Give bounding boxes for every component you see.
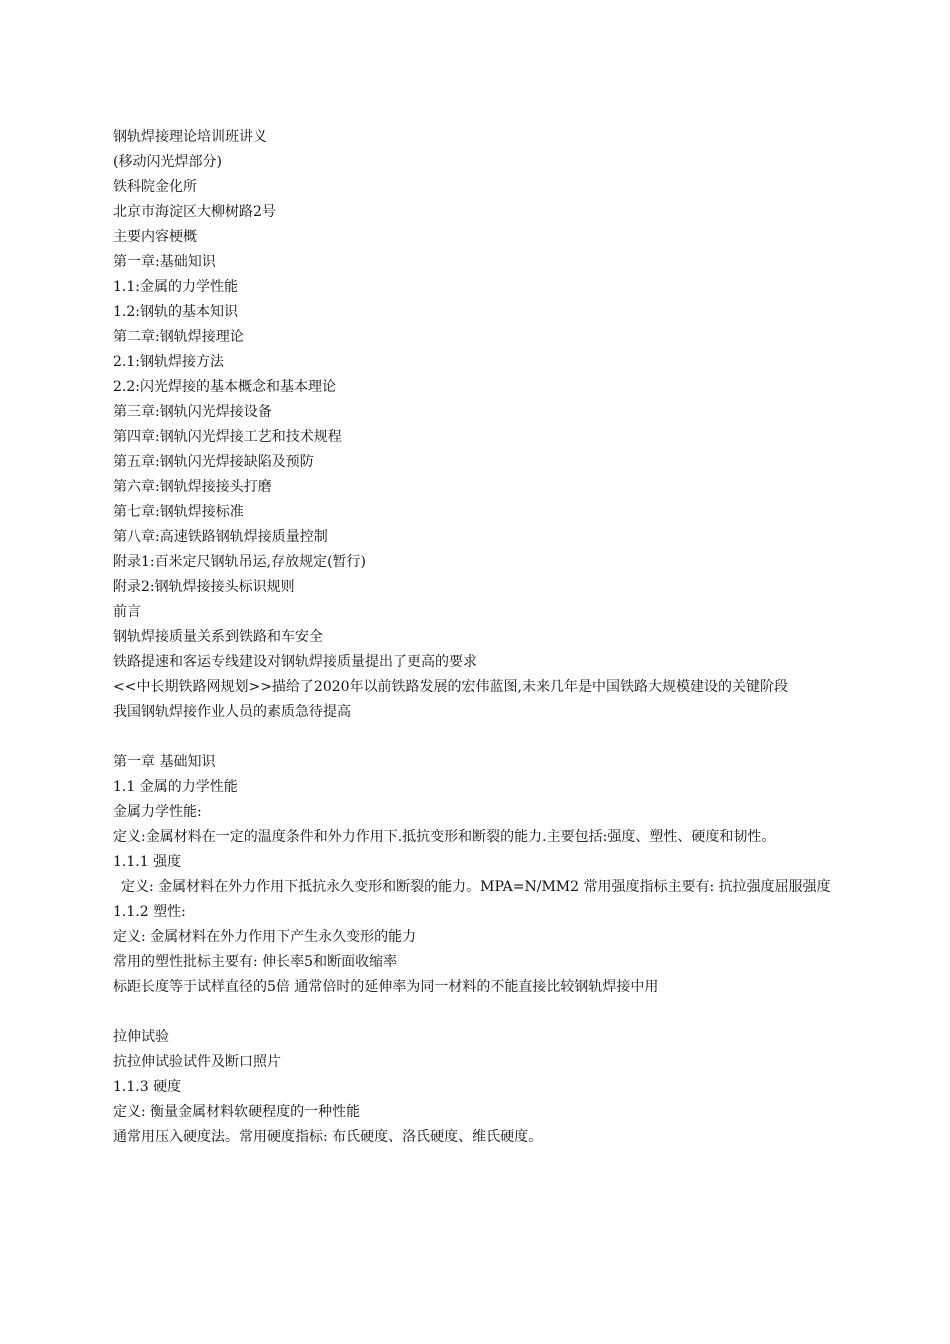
outline-item: 第四章:钢轨闪光焊接工艺和技术规程 [113, 429, 342, 445]
intro-label: 金属力学性能: [113, 804, 202, 820]
document-body [113, 125, 843, 1150]
outline-item: 第一章:基础知识 [113, 254, 216, 270]
outline-item: 1.1:金属的力学性能 [113, 279, 238, 295]
hardness-definition: 定义: 衡量金属材料软硬程度的一种性能 [113, 1104, 361, 1120]
chapter-heading: 第一章 基础知识 [113, 754, 216, 770]
document-subtitle: (移动闪光焊部分) [113, 154, 222, 170]
outline-item: 附录2:钢轨焊接接头标识规则 [113, 579, 295, 595]
subsection-heading-hardness: 1.1.3 硬度 [113, 1079, 182, 1095]
outline-heading: 主要内容梗概 [113, 229, 197, 245]
preface-heading: 前言 [113, 604, 141, 620]
institution: 铁科院金化所 [113, 179, 197, 195]
spacer [113, 1000, 843, 1025]
intro-definition: 定义:金属材料在一定的温度条件和外力作用下.抵抗变形和断裂的能力.主要包括:强度、塑性、硬度和韧性。 [113, 829, 776, 845]
outline-item: 第七章:钢轨焊接标准 [113, 504, 244, 520]
gauge-note: 标距长度等于试样直径的5倍 通常倍时的延伸率为同一材料的不能直接比较钢轨焊接中用 [113, 979, 659, 995]
outline-item: 1.2:钢轨的基本知识 [113, 304, 238, 320]
address: 北京市海淀区大柳树路2号 [113, 204, 276, 220]
outline-list [113, 250, 843, 600]
document-title: 钢轨焊接理论培训班讲义 [113, 129, 267, 145]
strength-definition: 定义: 金属材料在外力作用下抵抗永久变形和断裂的能力。MPA=N/MM2 常用强度指标主要有: 抗拉强度屈服强度 [121, 879, 831, 895]
outline-item: 第八章:高速铁路钢轨焊接质量控制 [113, 529, 328, 545]
outline-item: 第六章:钢轨焊接接头打磨 [113, 479, 272, 495]
subsection-heading-strength: 1.1.1 强度 [113, 854, 182, 870]
outline-item: 2.2:闪光焊接的基本概念和基本理论 [113, 379, 336, 395]
plasticity-index: 常用的塑性批标主要有: 伸长率5和断面收缩率 [113, 954, 398, 970]
tensile-photo-caption: 抗拉伸试验试件及断口照片 [113, 1054, 281, 1070]
outline-item: 第三章:钢轨闪光焊接设备 [113, 404, 272, 420]
spacer [113, 725, 843, 750]
hardness-methods: 通常用压入硬度法。常用硬度指标: 布氏硬度、洛氏硬度、维氏硬度。 [113, 1129, 543, 1145]
section-heading: 1.1 金属的力学性能 [113, 779, 238, 795]
outline-item: 附录1:百米定尺钢轨吊运,存放规定(暂行) [113, 554, 366, 570]
preface-line: 我国钢轨焊接作业人员的素质急待提高 [113, 704, 351, 720]
preface-line: <<中长期铁路网规划>>描给了2020年以前铁路发展的宏伟蓝图,未来几年是中国铁路大规模建设的关键阶段 [113, 679, 788, 695]
outline-item: 第五章:钢轨闪光焊接缺陷及预防 [113, 454, 314, 470]
tensile-test: 拉伸试验 [113, 1029, 169, 1045]
preface-line: 铁路提速和客运专线建设对钢轨焊接质量提出了更高的要求 [113, 654, 477, 670]
subsection-heading-plasticity: 1.1.2 塑性: [113, 904, 186, 920]
plasticity-definition: 定义: 金属材料在外力作用下产生永久变形的能力 [113, 929, 417, 945]
preface-line: 钢轨焊接质量关系到铁路和车安全 [113, 629, 323, 645]
outline-item: 2.1:钢轨焊接方法 [113, 354, 224, 370]
outline-item: 第二章:钢轨焊接理论 [113, 329, 244, 345]
